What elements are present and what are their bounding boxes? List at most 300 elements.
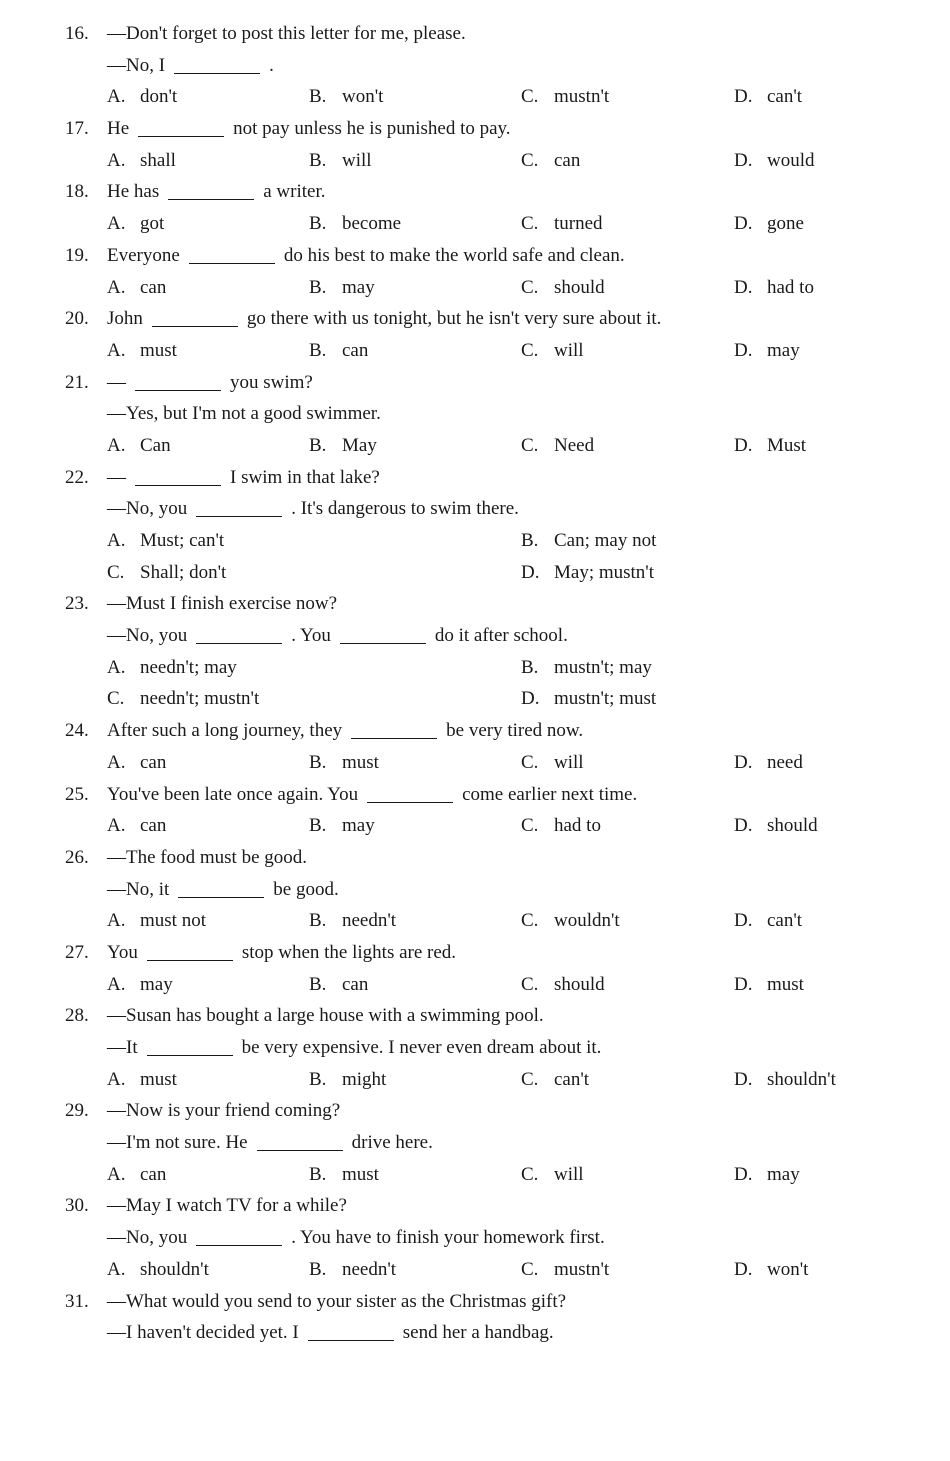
answer-blank[interactable] — [196, 1244, 282, 1246]
question-line — [0, 1095, 950, 1127]
option-letter: A. — [107, 530, 126, 551]
answer-option[interactable] — [521, 1254, 609, 1286]
options-row — [0, 1254, 950, 1286]
question-text — [107, 303, 661, 335]
options-row — [0, 81, 950, 113]
options-row — [0, 272, 950, 304]
option-letter: D. — [734, 339, 753, 361]
option-text: Must — [767, 434, 807, 456]
option-text: can — [342, 973, 369, 995]
option-letter: C. — [521, 1068, 539, 1090]
question-number: 28. — [65, 1005, 89, 1027]
text-segment: —Now is your friend coming? — [107, 1100, 341, 1122]
text-segment: I swim in that lake? — [230, 466, 380, 488]
answer-option[interactable] — [107, 272, 166, 304]
option-text: won't — [342, 86, 384, 108]
question-text — [107, 367, 313, 399]
option-letter: B. — [309, 149, 327, 171]
answer-option[interactable] — [309, 1254, 396, 1286]
question-block — [0, 779, 950, 842]
option-text: mustn't; must — [554, 688, 657, 710]
options-row — [0, 145, 950, 177]
option-letter: D. — [734, 815, 753, 837]
question-number: 20. — [65, 308, 89, 330]
question-block — [0, 1095, 950, 1190]
question-number: 30. — [65, 1195, 89, 1217]
text-segment: be very expensive. I never even dream about it. — [241, 1037, 602, 1058]
option-text: may — [767, 1163, 800, 1185]
answer-option[interactable] — [734, 208, 804, 240]
answer-option[interactable] — [734, 81, 802, 113]
answer-option[interactable] — [309, 81, 383, 113]
question-line — [0, 874, 950, 906]
option-letter: D. — [734, 276, 753, 298]
option-text: got — [140, 213, 165, 235]
option-text: might — [342, 1068, 387, 1090]
option-letter: A. — [107, 86, 126, 108]
question-block — [0, 113, 950, 176]
question-number: 18. — [65, 181, 89, 203]
option-text: wouldn't — [554, 910, 620, 932]
option-text: had to — [554, 815, 601, 837]
answer-option[interactable] — [521, 525, 656, 557]
option-letter: B. — [309, 339, 327, 361]
option-letter: D. — [734, 1068, 753, 1090]
option-text: can't — [554, 1068, 590, 1090]
text-segment: —Yes, but I'm not a good swimmer. — [107, 403, 381, 425]
options-row — [0, 208, 950, 240]
answer-option[interactable] — [107, 1254, 209, 1286]
option-letter: A. — [107, 656, 126, 678]
answer-option[interactable] — [107, 430, 171, 462]
text-segment: — — [107, 371, 126, 393]
question-text — [107, 1032, 601, 1064]
option-text: Can; may not — [554, 530, 657, 551]
answer-blank[interactable] — [147, 959, 233, 961]
question-line — [0, 240, 950, 272]
text-segment: drive here. — [351, 1132, 433, 1154]
answer-option[interactable] — [734, 747, 803, 779]
option-text: must — [342, 1163, 379, 1185]
question-line — [0, 113, 950, 145]
option-letter: C. — [521, 213, 539, 235]
question-block — [0, 937, 950, 1000]
answer-option[interactable] — [107, 969, 173, 1001]
question-line — [0, 1222, 950, 1254]
question-number: 27. — [65, 941, 89, 963]
answer-option[interactable] — [734, 335, 800, 367]
answer-option[interactable] — [309, 1159, 379, 1191]
option-letter: B. — [521, 656, 539, 678]
option-text: May — [342, 434, 377, 456]
question-line — [0, 398, 950, 430]
text-segment: —Must I finish exercise now? — [107, 593, 338, 615]
option-letter: C. — [107, 561, 125, 583]
text-segment: John — [107, 308, 143, 330]
question-line — [0, 588, 950, 620]
question-text — [107, 240, 625, 272]
option-letter: D. — [734, 434, 753, 456]
option-letter: A. — [107, 751, 126, 773]
answer-option[interactable] — [107, 683, 259, 715]
option-text: won't — [767, 1258, 809, 1280]
question-block — [0, 303, 950, 366]
option-letter: D. — [734, 1163, 753, 1185]
answer-blank[interactable] — [138, 135, 224, 137]
question-line — [0, 176, 950, 208]
answer-option[interactable] — [107, 81, 177, 113]
option-text: May; mustn't — [554, 561, 655, 583]
option-text: may — [342, 276, 375, 298]
question-line — [0, 18, 950, 50]
option-letter: A. — [107, 815, 126, 837]
answer-option[interactable] — [107, 652, 237, 684]
question-block — [0, 367, 950, 462]
option-text: can — [342, 339, 369, 361]
option-text: turned — [554, 213, 603, 235]
answer-option[interactable] — [309, 747, 379, 779]
text-segment: be good. — [273, 878, 339, 900]
text-segment: He has — [107, 181, 160, 203]
option-letter: D. — [734, 1258, 753, 1280]
option-text: can — [140, 276, 167, 298]
text-segment: a writer. — [263, 181, 326, 203]
text-segment: not pay unless he is punished to pay. — [233, 118, 511, 140]
answer-option[interactable] — [521, 81, 609, 113]
option-text: Shall; don't — [140, 561, 227, 583]
option-letter: A. — [107, 149, 126, 171]
answer-option[interactable] — [309, 335, 368, 367]
text-segment: —No, you — [107, 1227, 188, 1249]
option-text: should — [767, 815, 818, 837]
option-text: must not — [140, 910, 206, 932]
option-text: must — [767, 973, 804, 995]
option-text: must — [140, 339, 177, 361]
question-text — [107, 493, 519, 525]
question-block — [0, 18, 950, 113]
option-letter: A. — [107, 973, 126, 995]
text-segment: He — [107, 118, 130, 140]
answer-blank[interactable] — [351, 737, 437, 739]
text-segment: . You — [291, 625, 331, 647]
option-letter: C. — [521, 434, 539, 456]
text-segment: —No, it — [107, 878, 170, 900]
text-segment: —The food must be good. — [107, 846, 308, 868]
option-text: Can — [140, 434, 171, 456]
question-block — [0, 176, 950, 239]
question-line — [0, 779, 950, 811]
question-text — [107, 1317, 554, 1349]
text-segment: . You have to finish your homework first. — [291, 1227, 605, 1249]
question-number: 26. — [65, 846, 89, 868]
answer-option[interactable] — [309, 272, 375, 304]
answer-option[interactable] — [734, 969, 804, 1001]
question-line — [0, 937, 950, 969]
text-segment: you swim? — [230, 371, 313, 393]
option-letter: C. — [521, 815, 539, 837]
question-block — [0, 462, 950, 589]
answer-blank[interactable] — [308, 1339, 394, 1341]
option-text: mustn't; may — [554, 656, 652, 678]
text-segment: You've been late once again. You — [107, 783, 359, 805]
question-block — [0, 240, 950, 303]
question-line — [0, 1000, 950, 1032]
option-letter: C. — [107, 688, 125, 710]
answer-option[interactable] — [309, 969, 368, 1001]
answer-option[interactable] — [521, 145, 580, 177]
answer-blank[interactable] — [147, 1054, 233, 1056]
question-block — [0, 588, 950, 715]
question-number: 22. — [65, 466, 89, 488]
option-text: Must; can't — [140, 530, 225, 551]
text-segment: go there with us tonight, but he isn't very sure about it. — [246, 308, 662, 330]
answer-option[interactable] — [521, 969, 605, 1001]
option-text: may — [140, 973, 173, 995]
option-text: had to — [767, 276, 814, 298]
option-letter: C. — [521, 276, 539, 298]
answer-option[interactable] — [734, 145, 815, 177]
question-number: 17. — [65, 118, 89, 140]
option-letter: A. — [107, 1068, 126, 1090]
option-letter: C. — [521, 751, 539, 773]
question-line — [0, 303, 950, 335]
answer-option[interactable] — [309, 208, 401, 240]
option-letter: C. — [521, 86, 539, 108]
question-text — [107, 1095, 340, 1127]
option-text: may — [767, 339, 800, 361]
answer-blank[interactable] — [174, 72, 260, 74]
answer-option[interactable] — [521, 557, 654, 589]
options-row — [0, 1064, 950, 1096]
option-text: can — [140, 1163, 167, 1185]
question-number: 19. — [65, 244, 89, 266]
option-letter: B. — [309, 434, 327, 456]
text-segment: —It — [107, 1037, 138, 1058]
answer-blank[interactable] — [189, 262, 275, 264]
question-text — [107, 176, 326, 208]
answer-option[interactable] — [107, 905, 206, 937]
answer-option[interactable] — [734, 430, 806, 462]
option-text: shouldn't — [767, 1068, 836, 1090]
options-row — [0, 810, 950, 842]
question-line — [0, 50, 950, 82]
option-text: can — [140, 815, 167, 837]
answer-option[interactable] — [734, 1064, 836, 1096]
question-text — [107, 50, 274, 82]
question-line — [0, 493, 950, 525]
answer-option[interactable] — [107, 810, 166, 842]
option-letter: D. — [734, 910, 753, 932]
text-segment: send her a handbag. — [402, 1322, 554, 1344]
options-row — [0, 525, 950, 557]
options-row — [0, 335, 950, 367]
option-letter: A. — [107, 434, 126, 456]
question-block — [0, 715, 950, 778]
answer-option[interactable] — [107, 1159, 166, 1191]
option-text: don't — [140, 86, 178, 108]
answer-blank[interactable] — [135, 389, 221, 391]
question-line — [0, 462, 950, 494]
answer-option[interactable] — [521, 810, 601, 842]
question-text — [107, 588, 337, 620]
option-text: can — [554, 149, 581, 171]
answer-option[interactable] — [734, 272, 814, 304]
option-letter: B. — [309, 751, 327, 773]
answer-blank[interactable] — [367, 801, 453, 803]
option-text: can't — [767, 86, 803, 108]
question-line — [0, 1190, 950, 1222]
option-letter: B. — [309, 815, 327, 837]
text-segment: stop when the lights are red. — [241, 941, 457, 963]
option-letter: C. — [521, 1258, 539, 1280]
option-letter: A. — [107, 276, 126, 298]
answer-blank[interactable] — [178, 896, 264, 898]
answer-option[interactable] — [521, 683, 656, 715]
option-text: gone — [767, 213, 804, 235]
option-text: shall — [140, 149, 176, 171]
option-letter: C. — [521, 1163, 539, 1185]
answer-blank[interactable] — [196, 515, 282, 517]
answer-option[interactable] — [734, 1254, 808, 1286]
text-segment: —No, you — [107, 625, 188, 647]
answer-option[interactable] — [521, 272, 605, 304]
question-text — [107, 937, 456, 969]
question-text — [107, 18, 466, 50]
question-line — [0, 1127, 950, 1159]
answer-option[interactable] — [309, 430, 377, 462]
answer-option[interactable] — [521, 747, 584, 779]
answer-option[interactable] — [107, 747, 166, 779]
option-text: needn't; may — [140, 656, 237, 678]
option-letter: B. — [309, 213, 327, 235]
question-block — [0, 1000, 950, 1095]
answer-option[interactable] — [521, 652, 652, 684]
text-segment: —No, you — [107, 498, 188, 520]
option-letter: A. — [107, 1163, 126, 1185]
question-text — [107, 1127, 433, 1159]
answer-option[interactable] — [734, 810, 818, 842]
options-row — [0, 969, 950, 1001]
answer-option[interactable] — [521, 335, 584, 367]
option-text: become — [342, 213, 402, 235]
text-segment: After such a long journey, they — [107, 720, 343, 742]
answer-option[interactable] — [521, 1159, 584, 1191]
answer-option[interactable] — [521, 905, 620, 937]
option-letter: B. — [309, 910, 327, 932]
option-text: must — [140, 1068, 177, 1090]
option-letter: C. — [521, 149, 539, 171]
answer-option[interactable] — [734, 905, 802, 937]
answer-option[interactable] — [107, 335, 177, 367]
question-text — [107, 842, 307, 874]
options-row — [0, 747, 950, 779]
option-letter: B. — [309, 276, 327, 298]
answer-option[interactable] — [521, 1064, 589, 1096]
option-letter: D. — [521, 561, 540, 583]
answer-option[interactable] — [107, 1064, 177, 1096]
text-segment: . — [269, 54, 274, 76]
question-line — [0, 620, 950, 652]
question-number: 21. — [65, 371, 89, 393]
option-text: shouldn't — [140, 1258, 209, 1280]
answer-blank[interactable] — [168, 198, 254, 200]
option-text: will — [554, 339, 584, 361]
question-text — [107, 779, 637, 811]
option-letter: D. — [734, 149, 753, 171]
option-letter: A. — [107, 213, 126, 235]
question-text — [107, 874, 339, 906]
question-line — [0, 1286, 950, 1318]
question-text — [107, 1190, 347, 1222]
option-letter: D. — [734, 751, 753, 773]
question-line — [0, 1317, 950, 1349]
question-text — [107, 398, 381, 430]
answer-blank[interactable] — [257, 1149, 343, 1151]
option-letter: D. — [521, 688, 540, 710]
answer-option[interactable] — [521, 208, 603, 240]
options-row — [0, 430, 950, 462]
question-number: 25. — [65, 783, 89, 805]
option-letter: D. — [734, 86, 753, 108]
answer-blank[interactable] — [135, 484, 221, 486]
answer-option[interactable] — [734, 1159, 800, 1191]
option-letter: B. — [309, 86, 327, 108]
option-text: will — [554, 751, 584, 773]
answer-blank[interactable] — [340, 642, 426, 644]
text-segment: You — [107, 941, 138, 963]
option-letter: D. — [734, 213, 753, 235]
answer-option[interactable] — [107, 208, 164, 240]
option-letter: D. — [734, 973, 753, 995]
question-text — [107, 1222, 605, 1254]
option-text: need — [767, 751, 803, 773]
answer-option[interactable] — [309, 145, 372, 177]
answer-blank[interactable] — [196, 642, 282, 644]
option-letter: B. — [309, 1068, 327, 1090]
option-text: can't — [767, 910, 803, 932]
answer-option[interactable] — [107, 525, 224, 557]
question-text — [107, 715, 583, 747]
answer-option[interactable] — [309, 905, 396, 937]
option-letter: B. — [309, 973, 327, 995]
option-letter: A. — [107, 1258, 126, 1280]
option-letter: B. — [309, 1258, 327, 1280]
question-block — [0, 842, 950, 937]
option-text: needn't — [342, 1258, 397, 1280]
option-text: needn't; mustn't — [140, 688, 260, 710]
answer-option[interactable] — [107, 557, 226, 589]
question-text — [107, 462, 380, 494]
question-number: 16. — [65, 23, 89, 44]
answer-option[interactable] — [309, 810, 375, 842]
answer-blank[interactable] — [152, 325, 238, 327]
option-text: should — [554, 276, 605, 298]
question-block — [0, 1190, 950, 1285]
options-row — [0, 1159, 950, 1191]
question-number: 29. — [65, 1100, 89, 1122]
option-text: will — [342, 149, 372, 171]
text-segment: . It's dangerous to swim there. — [291, 498, 519, 520]
text-segment: —Susan has bought a large house with a swimming pool. — [107, 1005, 544, 1027]
answer-option[interactable] — [107, 145, 176, 177]
option-text: will — [554, 1163, 584, 1185]
text-segment: —I haven't decided yet. I — [107, 1322, 299, 1344]
answer-option[interactable] — [309, 1064, 386, 1096]
options-row — [0, 905, 950, 937]
option-letter: C. — [521, 910, 539, 932]
answer-option[interactable] — [521, 430, 594, 462]
question-block — [0, 1286, 950, 1349]
